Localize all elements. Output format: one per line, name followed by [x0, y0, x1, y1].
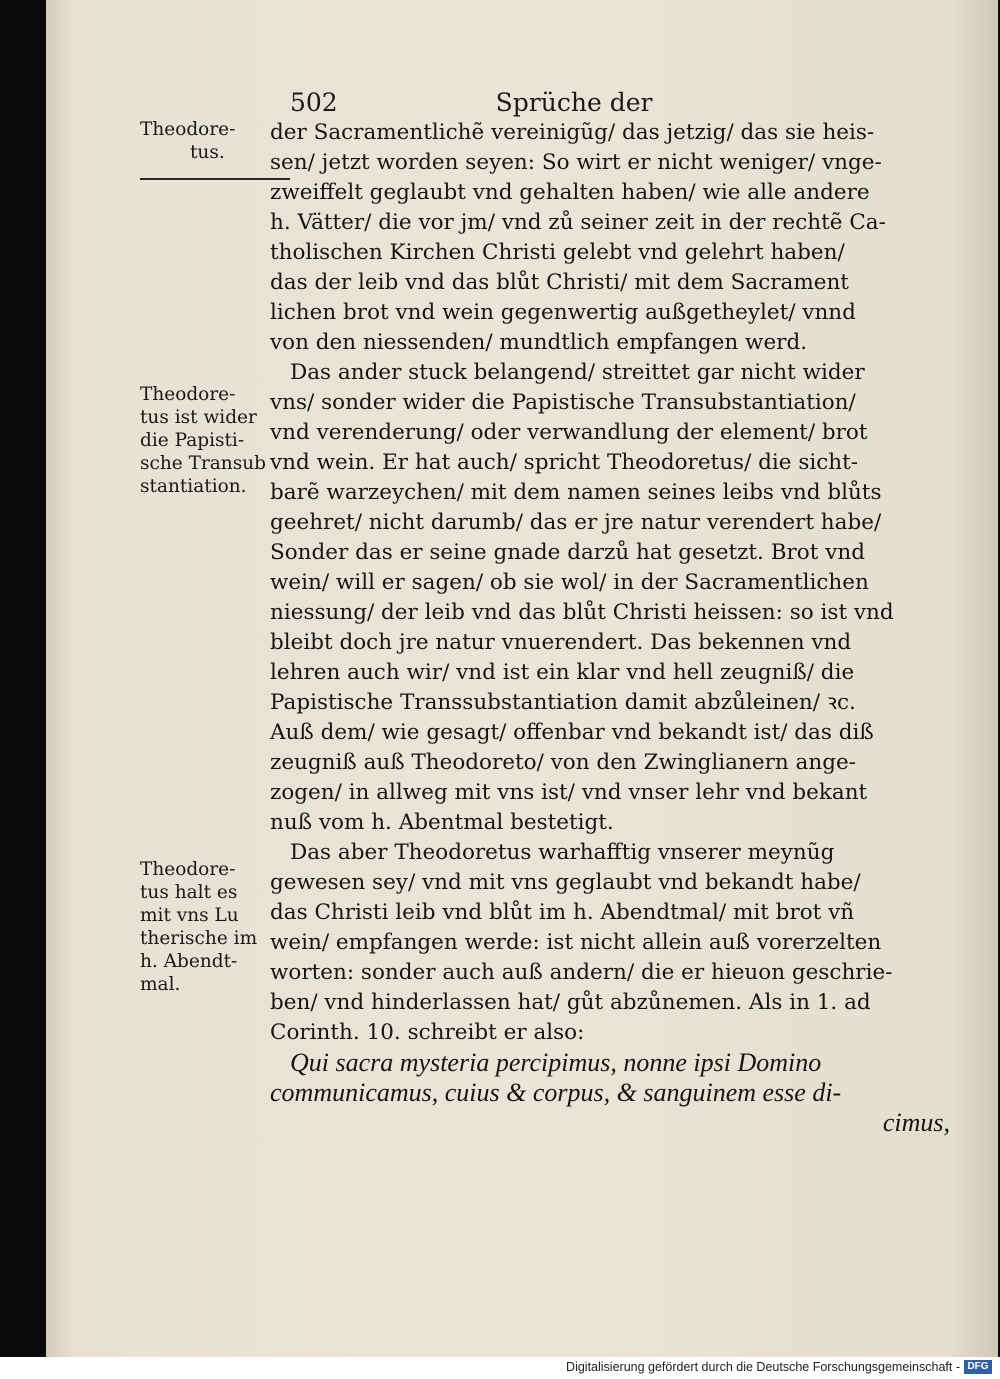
text-line: wein/ empfangen werde: ist nicht allein auß vorerzelten: [270, 930, 882, 955]
text-line: das der leib vnd das blůt Christi/ mit dem Sacrament: [270, 270, 849, 295]
page-number: 502: [290, 88, 338, 117]
text-line: niessung/ der leib vnd das blůt Christi heissen: so ist vnd: [270, 600, 894, 625]
margin-note-line: mal.: [140, 974, 181, 995]
text-line: h. Vätter/ die vor jm/ vnd zů seiner zeit in der rechtẽ Ca-: [270, 210, 886, 235]
text-line: der Sacramentlichẽ vereinigũg/ das jetzig/ das sie heis-: [270, 120, 875, 145]
text-line: vnd verenderung/ oder verwandlung der element/ brot: [270, 420, 868, 445]
margin-note-line: sche Transub: [140, 453, 266, 474]
margin-note-line: h. Abendt-: [140, 951, 238, 972]
text-line: Sonder das er seine gnade darzů hat gesetzt. Brot vnd: [270, 540, 865, 565]
text-line: worten: sonder auch auß andern/ die er hieuon geschrie-: [270, 960, 893, 985]
margin-note-line: mit vns Lu: [140, 905, 239, 926]
text-line: von den niessenden/ mundtlich empfangen werd.: [270, 330, 808, 355]
text-line: zogen/ in allweg mit vns ist/ vnd vnser lehr vnd bekant: [270, 780, 868, 805]
text-line: geehret/ nicht darumb/ das er jre natur verendert habe/: [270, 510, 882, 535]
margin-note-line: Theodore-: [140, 859, 236, 880]
margin-note-line: die Papisti-: [140, 430, 245, 451]
margin-note-line: tus.: [190, 142, 225, 163]
margin-note-line: tus halt es: [140, 882, 238, 903]
footer-bar: [0, 1357, 1000, 1379]
dfg-logo: DFG: [964, 1360, 992, 1374]
text-line: zeugniß auß Theodoreto/ von den Zwinglianern ange-: [270, 750, 856, 775]
text-line: das Christi leib vnd blůt im h. Abendtmal/ mit brot vñ: [270, 900, 855, 925]
latin-quote-line: communicamus, cuius & corpus, & sanguinem esse di-: [270, 1078, 842, 1107]
margin-note-theodoretus: [140, 118, 290, 164]
margin-note-line: Theodore-: [140, 119, 236, 140]
text-line: lehren auch wir/ vnd ist ein klar vnd hell zeugniß/ die: [270, 660, 855, 685]
latin-quote-line: Qui sacra mysteria percipimus, nonne ipsi Domino: [290, 1048, 822, 1077]
text-line: Papistische Transsubstantiation damit abzůleinen/ ꝛc.: [270, 690, 856, 715]
margin-note-transubstantiation: [140, 383, 290, 498]
margin-note-lutherische: [140, 858, 290, 996]
text-line: barẽ warzeychen/ mit dem namen seines leibs vnd blůts: [270, 480, 882, 505]
text-line: lichen brot vnd wein gegenwertig außgetheylet/ vnnd: [270, 300, 856, 325]
text-line: vns/ sonder wider die Papistische Transubstantiation/: [270, 390, 856, 415]
text-line: ben/ vnd hinderlassen hat/ gůt abzůnemen. Als in 1. ad: [270, 990, 871, 1015]
margin-note-line: stantiation.: [140, 476, 247, 497]
text-line: vnd wein. Er hat auch/ spricht Theodoretus/ die sicht-: [270, 450, 859, 475]
margin-note-line: tus ist wider: [140, 407, 257, 428]
text-line: nuß vom h. Abentmal bestetigt.: [270, 810, 614, 835]
text-line: zweiffelt geglaubt vnd gehalten haben/ wie alle andere: [270, 180, 870, 205]
margin-note-line: Theodore-: [140, 384, 236, 405]
text-line: sen/ jetzt worden seyen: So wirt er nicht weniger/ vnge-: [270, 150, 882, 175]
text-line: Corinth. 10. schreibt er also:: [270, 1020, 585, 1045]
text-line: bleibt doch jre natur vnuerendert. Das bekennen vnd: [270, 630, 852, 655]
text-line: tholischen Kirchen Christi gelebt vnd gelehrt haben/: [270, 240, 845, 265]
running-head: [290, 88, 652, 117]
text-line: gewesen sey/ vnd mit vns geglaubt vnd bekandt habe/: [270, 870, 861, 895]
running-title: Sprüche der: [495, 88, 653, 117]
margin-note-line: therische im: [140, 928, 258, 949]
text-line: Das aber Theodoretus warhafftig vnserer meynũg: [290, 840, 835, 865]
digitization-credit: Digitalisierung gefördert durch die Deutsche Forschungsgemeinschaft -: [566, 1360, 960, 1374]
text-line: Auß dem/ wie gesagt/ offenbar vnd bekandt ist/ das diß: [270, 720, 874, 745]
text-line: wein/ will er sagen/ ob sie wol/ in der Sacramentlichen: [270, 570, 869, 595]
text-line: Das ander stuck belangend/ streittet gar nicht wider: [290, 360, 865, 385]
main-text-block: [270, 118, 960, 1138]
margin-rule: [140, 178, 290, 180]
catchword: cimus,: [882, 1108, 950, 1137]
